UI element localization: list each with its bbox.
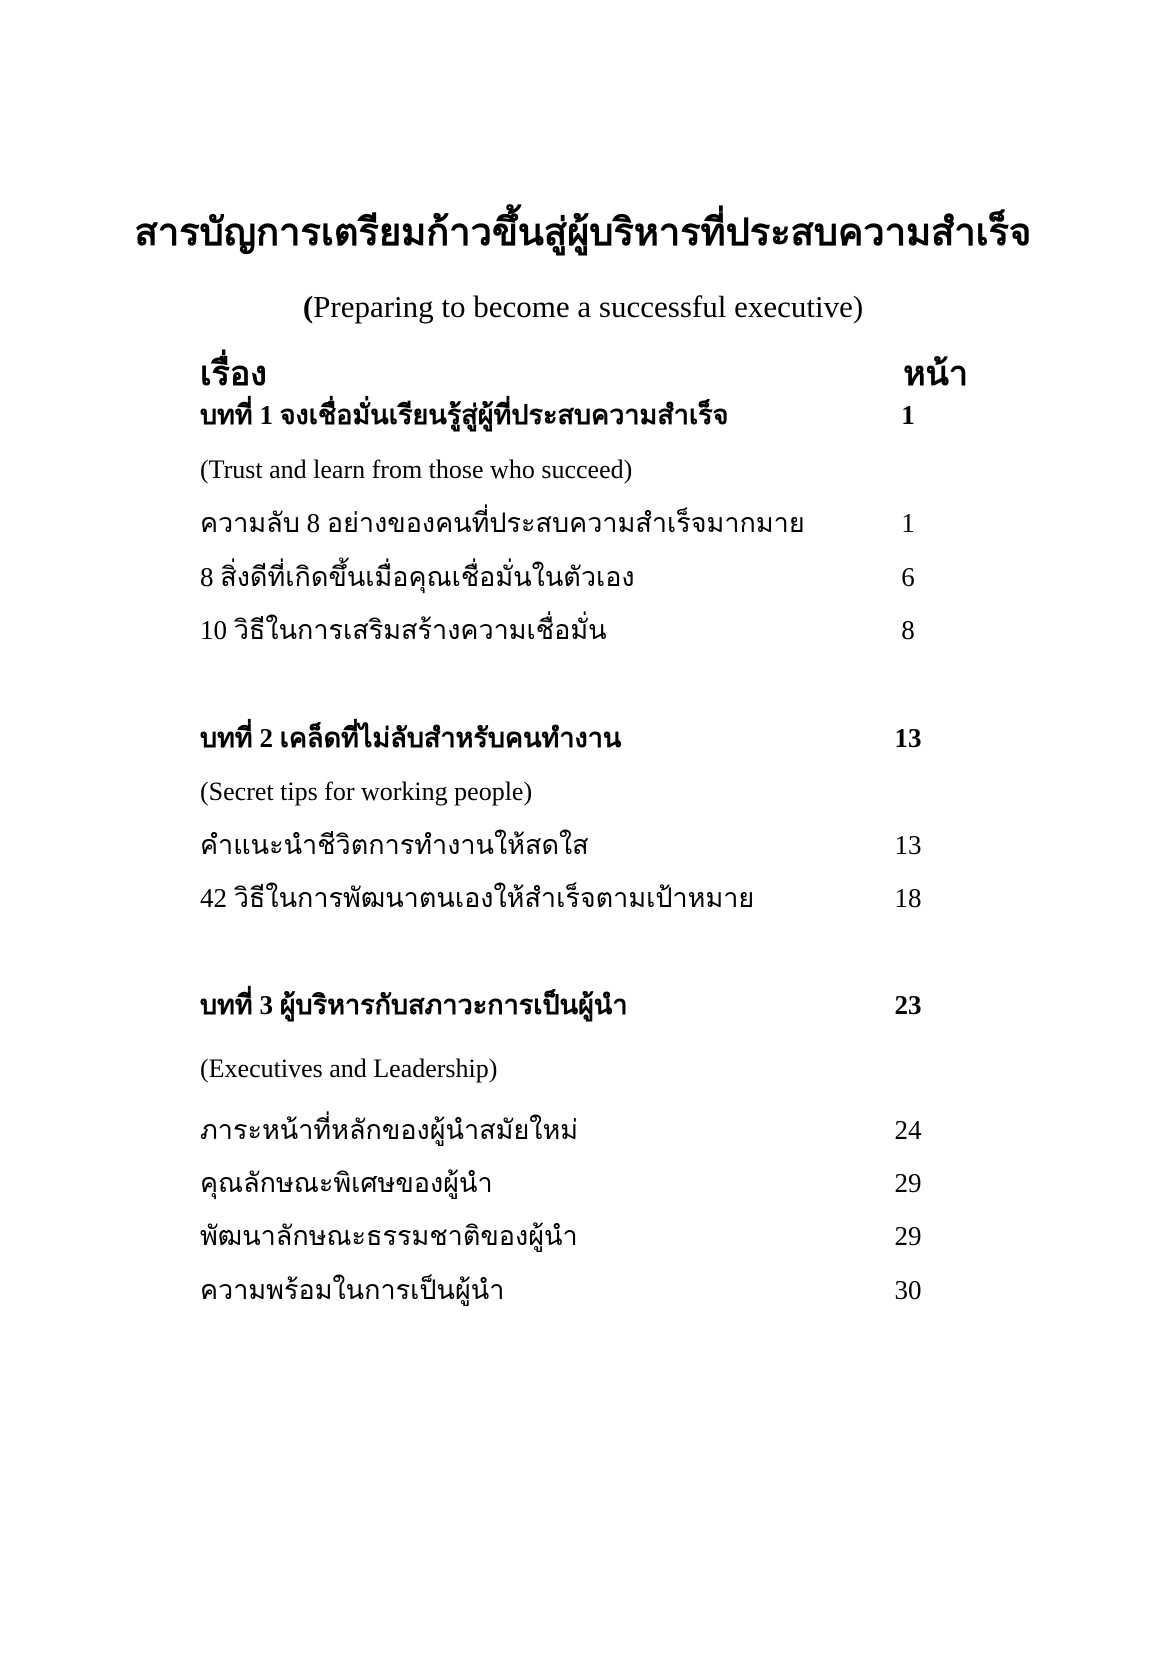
toc-item-page: 13 (894, 830, 922, 860)
toc-item-page: 1 (901, 508, 915, 538)
toc-item (200, 555, 938, 599)
toc-item-label: ภาระหน้าที่หลักของผู้นำสมัยใหม่ (200, 1115, 579, 1145)
column-header-page: หน้า (903, 356, 968, 393)
chapter-page-number: 23 (894, 990, 922, 1020)
toc-item (200, 1214, 938, 1258)
toc-item-page: 30 (894, 1275, 922, 1305)
toc-item-label: คำแนะนำชีวิตการทำงานให้สดใส (200, 830, 589, 860)
toc-item (200, 876, 938, 920)
chapter-page-number: 13 (894, 723, 922, 753)
toc-item-label: 42 วิธีในการพัฒนาตนเองให้สำเร็จตามเป้าหมาย (200, 883, 755, 913)
subtitle-text: Preparing to become a successful executive) (313, 289, 864, 324)
toc-chapter-3-english (200, 1047, 938, 1091)
toc-item-page: 24 (894, 1115, 922, 1145)
toc-item-label: ความลับ 8 อย่างของคนที่ประสบความสำเร็จมากมาย (200, 508, 805, 538)
page-subtitle (0, 285, 1166, 329)
toc-item-label: พัฒนาลักษณะธรรมชาติของผู้นำ (200, 1221, 578, 1251)
subtitle-open-paren: ( (302, 289, 314, 324)
toc-item-label: ความพร้อมในการเป็นผู้นำ (200, 1275, 505, 1305)
toc-item-page: 29 (894, 1168, 922, 1198)
toc-item (200, 608, 938, 652)
page-title: สารบัญการเตรียมก้าวขึ้นสู่ผู้บริหารที่ประสบความสำเร็จ (134, 212, 1032, 254)
chapter-title: บทที่ 2 เคล็ดที่ไม่ลับสำหรับคนทำงาน (200, 723, 622, 753)
toc-item (200, 501, 938, 545)
chapter-english-title: (Executives and Leadership) (200, 1054, 498, 1083)
toc-chapter-1-english (200, 448, 938, 492)
toc-item (200, 1108, 938, 1152)
toc-item-label: 8 สิ่งดีที่เกิดขึ้นเมื่อคุณเชื่อมั่นในตัวเอง (200, 562, 635, 592)
toc-item-label: 10 วิธีในการเสริมสร้างความเชื่อมั่น (200, 615, 607, 645)
column-header-topic: เรื่อง (200, 356, 267, 393)
toc-item (200, 1161, 938, 1205)
toc-item (200, 1268, 938, 1312)
toc-item-page: 8 (901, 615, 915, 645)
toc-item-page: 6 (901, 562, 915, 592)
toc-chapter-2-english (200, 770, 938, 814)
chapter-page-number: 1 (901, 400, 915, 430)
toc-chapter-1 (200, 393, 938, 437)
toc-item-page: 18 (894, 883, 922, 913)
toc-chapter-2 (200, 716, 938, 760)
toc-item-label: คุณลักษณะพิเศษของผู้นำ (200, 1168, 493, 1198)
toc-item (200, 823, 938, 867)
chapter-english-title: (Trust and learn from those who succeed) (200, 455, 633, 484)
toc-chapter-3 (200, 983, 938, 1027)
toc-item-page: 29 (894, 1221, 922, 1251)
chapter-title: บทที่ 1 จงเชื่อมั่นเรียนรู้สู่ผู้ที่ประสบความสำเร็จ (200, 400, 729, 430)
chapter-english-title: (Secret tips for working people) (200, 777, 533, 806)
chapter-title: บทที่ 3 ผู้บริหารกับสภาวะการเป็นผู้นำ (200, 990, 628, 1020)
